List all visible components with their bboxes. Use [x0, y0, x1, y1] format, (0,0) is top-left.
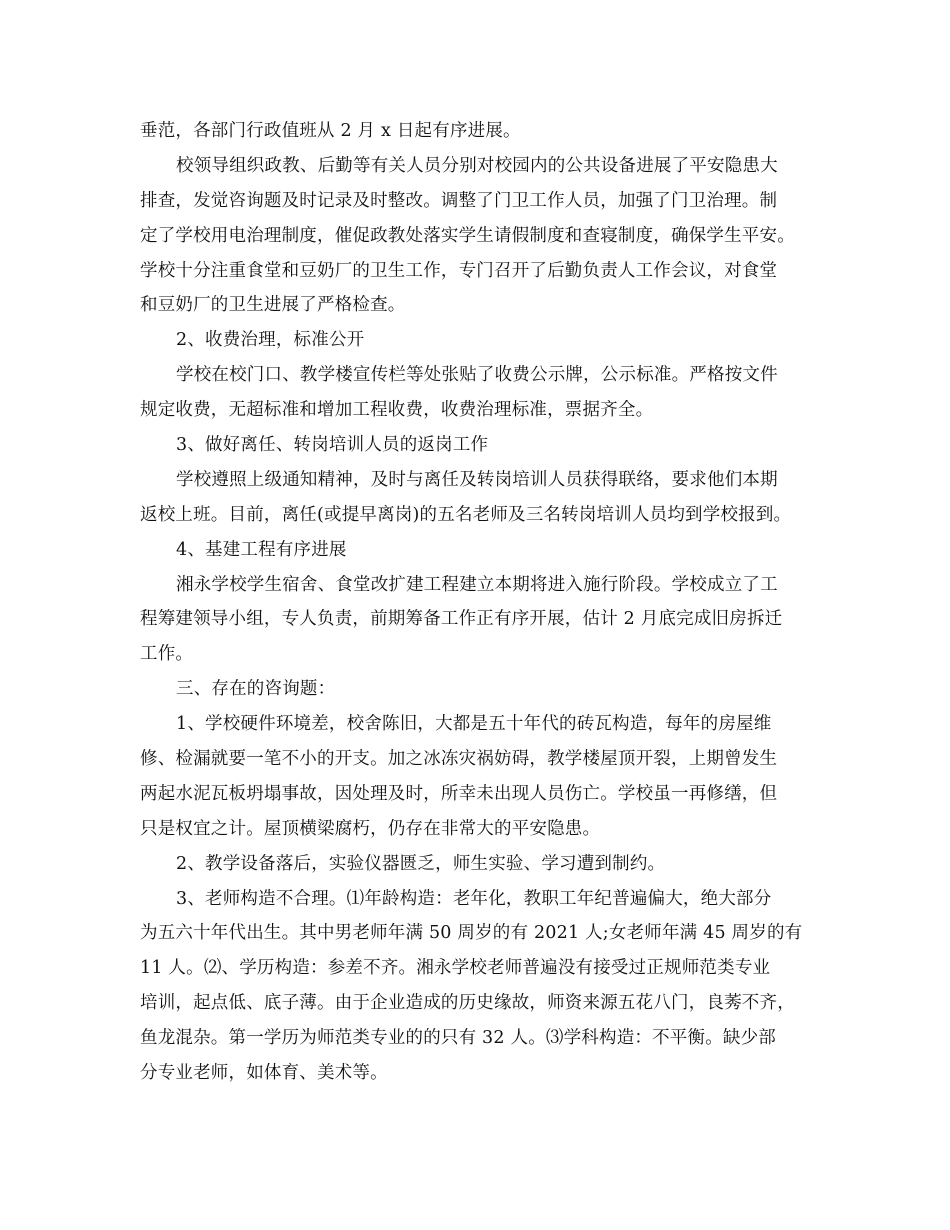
text-line: 学校遵照上级通知精神，及时与离任及转岗培训人员获得联络，要求他们本期: [176, 469, 778, 490]
text-line: 湘永学校学生宿舍、食堂改扩建工程建立本期将进入施行阶段。学校成立了工: [176, 574, 778, 595]
text-line: 规定收费，无超标准和增加工程收费，收费治理标准，票据齐全。: [140, 400, 654, 421]
text-line: 返校上班。目前，离任(或提早离岗)的五名老师及三名转岗培训人员均到学校报到。: [140, 504, 792, 525]
text-line: 学校在校门口、教学楼宣传栏等处张贴了收费公示牌，公示标准。严格按文件: [176, 365, 778, 386]
text-line: 为五六十年代出生。其中男老师年满 50 周岁的有 2021 人;女老师年满 45 周岁的有: [140, 923, 803, 944]
document-body: [140, 114, 810, 1091]
text-line: 11 人。⑵、学历构造：参差不齐。湘永学校老师普遍没有接受过正规师范类专业: [140, 958, 771, 979]
text-line: 两起水泥瓦板坍塌事故，因处理及时，所幸未出现人员伤亡。学校虽一再修缮，但: [140, 783, 778, 804]
text-line: 和豆奶厂的卫生进展了严格检查。: [140, 295, 406, 316]
text-line: 程筹建领导小组，专人负责，前期筹备工作正有序开展，估计 2 月底完成旧房拆迁: [140, 609, 783, 630]
text-line: 三、存在的咨询题：: [176, 679, 336, 700]
text-line: 校领导组织政教、后勤等有关人员分别对校园内的公共设备进展了平安隐患大: [176, 155, 778, 176]
text-line: 修、检漏就要一笔不小的开支。加之冰冻灾祸妨碍，教学楼屋顶开裂，上期曾发生: [140, 749, 778, 770]
text-line: 培训，起点低、底子薄。由于企业造成的历史缘故，师资来源五花八门，良莠不齐，: [140, 993, 795, 1014]
text-line: 鱼龙混杂。第一学历为师范类专业的的只有 32 人。⑶学科构造：不平衡。缺少部: [140, 1028, 776, 1049]
text-line: 定了学校用电治理制度，催促政教处落实学生请假制度和查寝制度，确保学生平安。: [140, 225, 795, 246]
text-line: 学校十分注重食堂和豆奶厂的卫生工作，专门召开了后勤负责人工作会议，对食堂: [140, 260, 778, 281]
text-line: 3、做好离任、转岗培训人员的返岗工作: [176, 435, 489, 456]
text-line: 只是权宜之计。屋顶横梁腐朽，仍存在非常大的平安隐患。: [140, 818, 601, 839]
text-line: 3、老师构造不合理。⑴年龄构造：老年化，教职工年纪普遍偏大，绝大部分: [176, 888, 772, 909]
text-line: 排查，发觉咨询题及时记录及时整改。调整了门卫工作人员，加强了门卫治理。制: [140, 190, 778, 211]
text-line: 2、教学设备落后，实验仪器匮乏，师生实验、学习遭到制约。: [176, 853, 666, 874]
text-line: 4、基建工程有序进展: [176, 539, 347, 560]
text-line: 1、学校硬件环境差，校舍陈旧，大都是五十年代的砖瓦构造，每年的房屋维: [176, 714, 772, 735]
text-line: 垂范，各部门行政值班从 2 月 x 日起有序进展。: [140, 121, 521, 141]
text-line: 2、收费治理，标准公开: [176, 330, 365, 351]
text-line: 工作。: [140, 644, 194, 665]
text-line: 分专业老师，如体育、美术等。: [140, 1063, 388, 1084]
